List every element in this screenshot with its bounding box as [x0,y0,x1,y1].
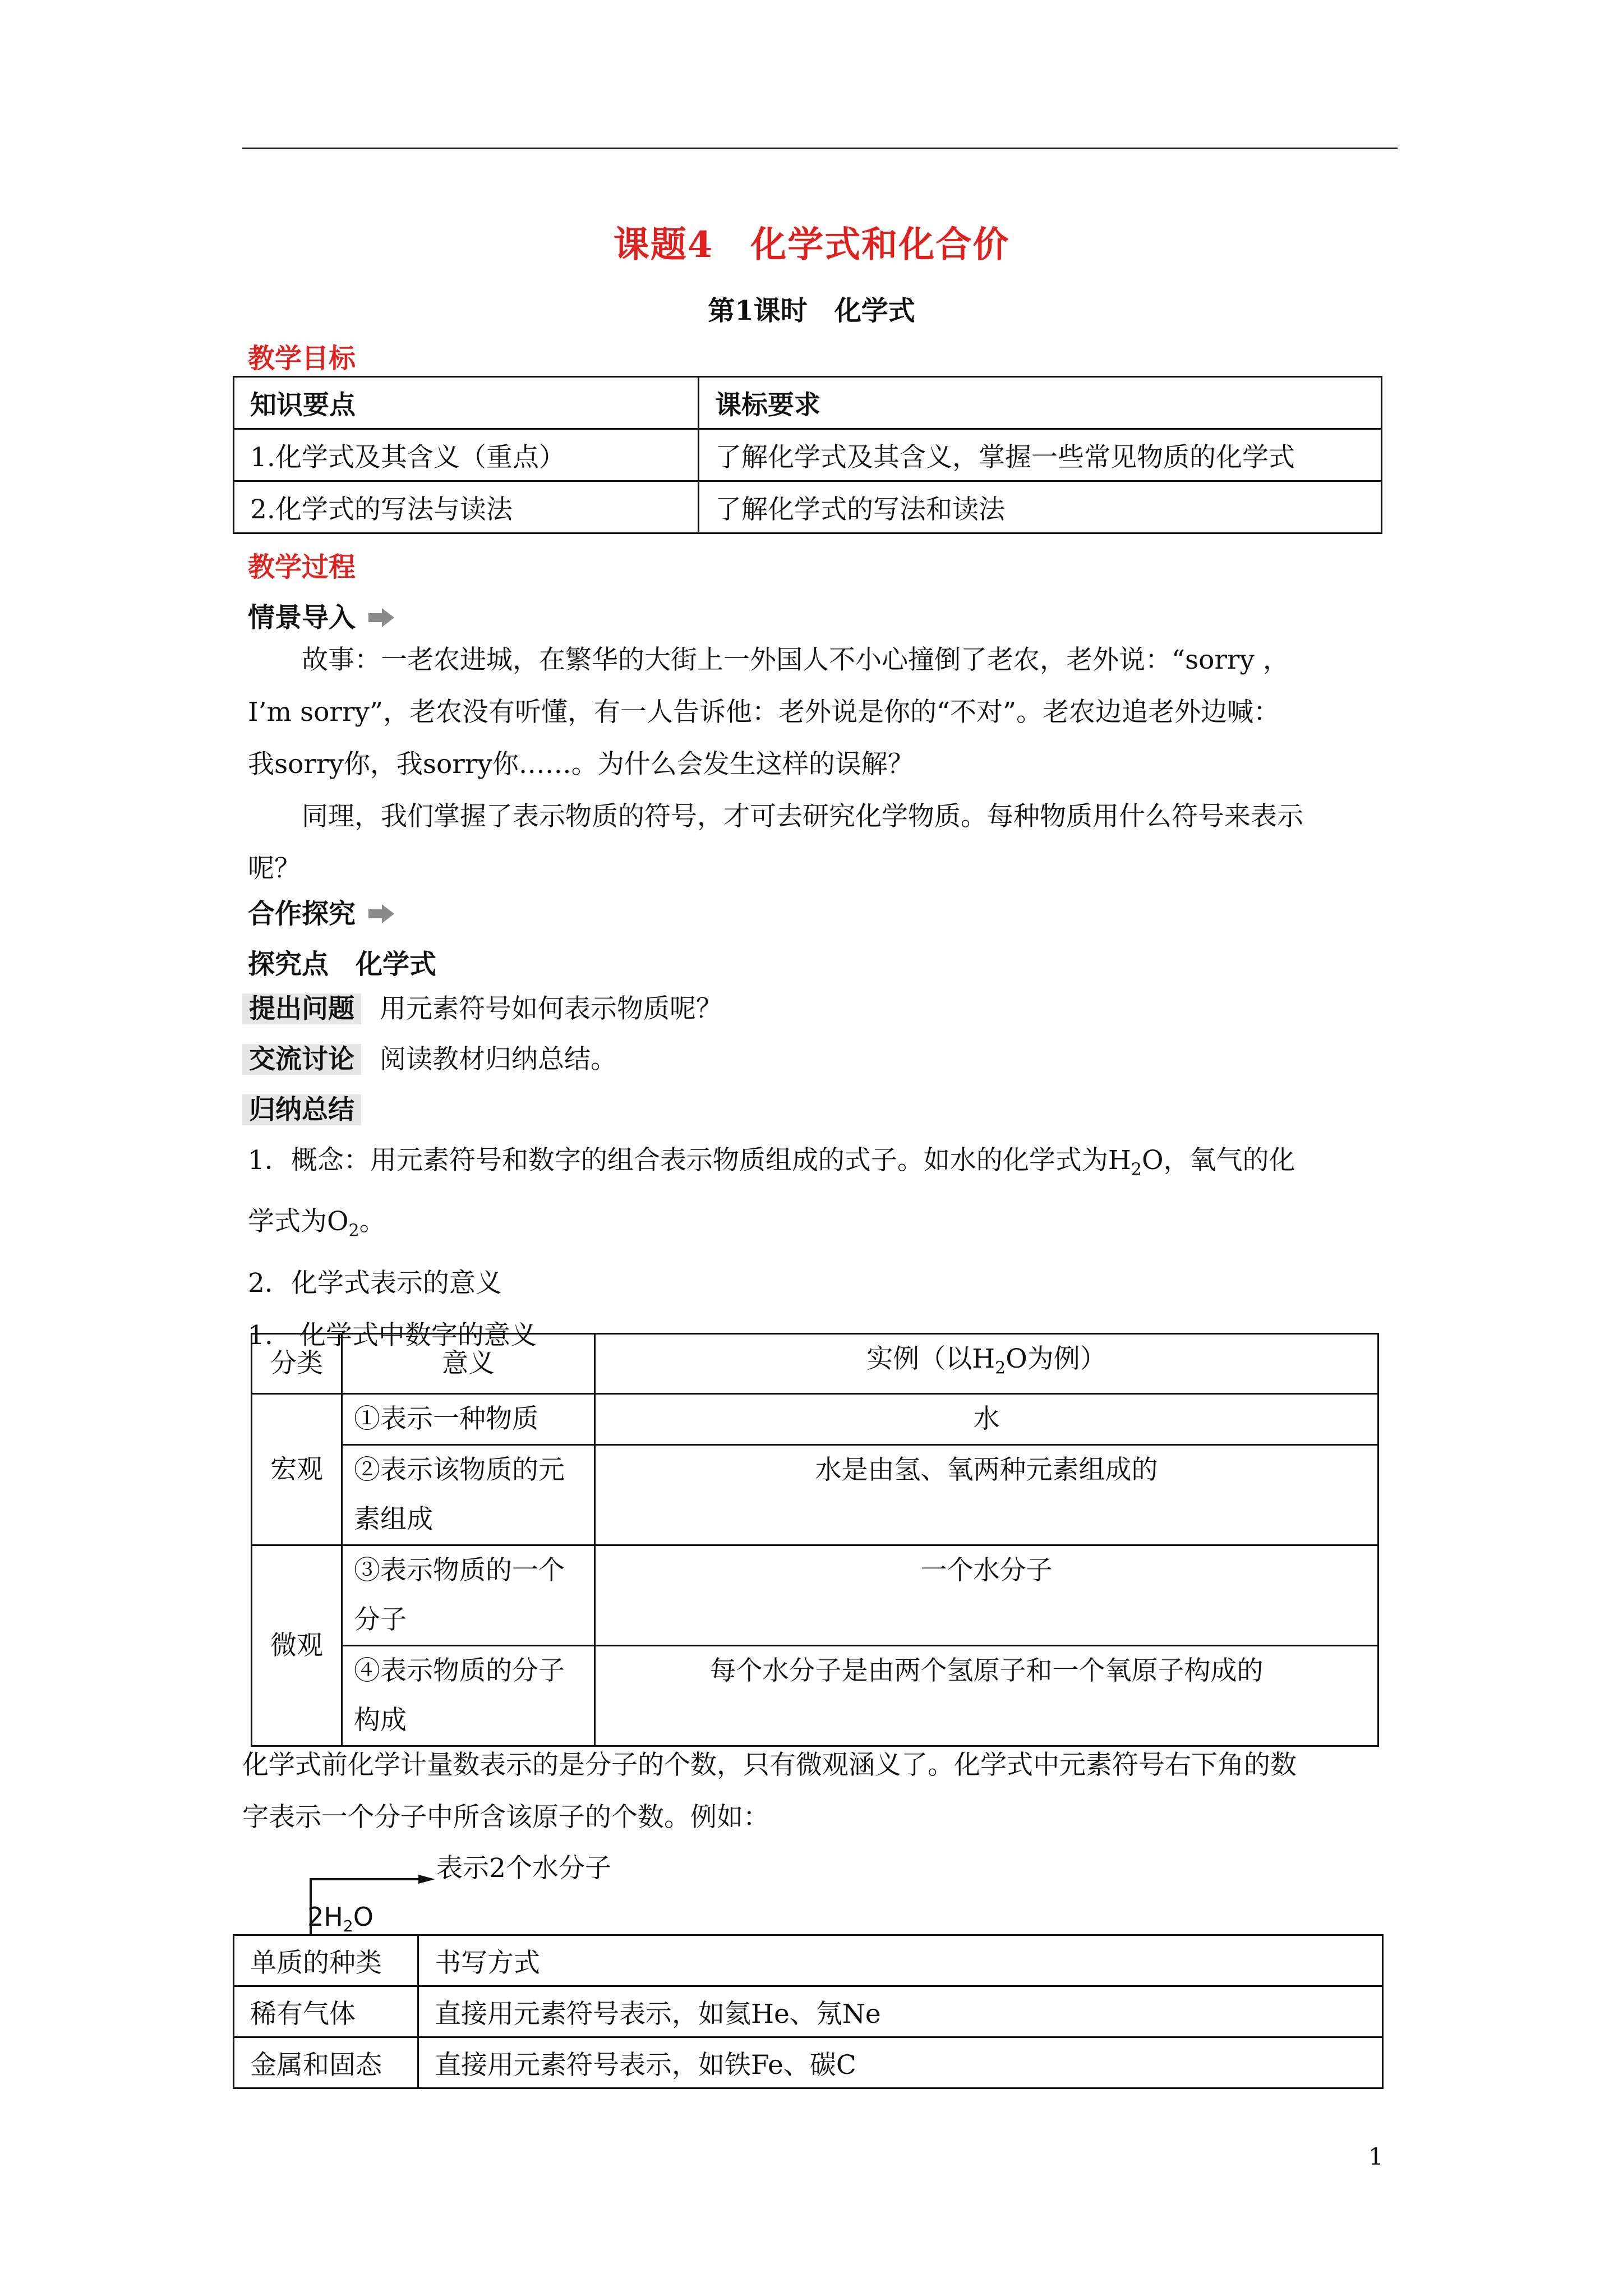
intro-heading-text: 情景导入 [248,602,356,633]
ask-line [242,983,722,1035]
formula-note: 表示2个水分子 [436,1853,611,1884]
ask-text: 用元素符号如何表示物质呢？ [379,993,722,1024]
table-cell: 了解化学式及其含义，掌握一些常见物质的化学式 [699,429,1382,481]
after-table-line: 字表示一个分子中所含该原子的个数。例如： [242,1802,769,1833]
story-paragraph [248,634,1403,895]
story-line: 故事：一老农进城，在繁华的大街上一外国人不小心撞倒了老农，老外说：“sorry ， [302,645,1289,675]
table-cell: 稀有气体 [234,1986,418,2037]
concept-text: 。 [359,1206,386,1237]
table-cell: 一个水分子 [595,1545,1378,1646]
table-cell: 直接用元素符号表示，如铁Fe、碳C [418,2037,1383,2088]
table-cell: 直接用元素符号表示，如氦He、氖Ne [418,1986,1383,2037]
discuss-line [242,1033,617,1085]
table-cell: 每个水分子是由两个氢原子和一个氧原子构成的 [595,1646,1378,1746]
category-micro: 微观 [252,1545,342,1746]
table-cell: ②表示该物质的元素组成 [342,1445,595,1545]
table-cell: 金属和固态 [234,2037,418,2088]
meaning-table [251,1333,1379,1747]
category-macro: 宏观 [252,1394,342,1545]
table-row [252,1334,1378,1394]
summary-line [242,1084,361,1136]
table-header: 知识要点 [234,377,699,429]
summary-heading: 归纳总结 [242,1094,361,1125]
concept-text: O，氧气的化 [1141,1145,1295,1176]
subscript: 2 [995,1358,1006,1378]
table-row [252,1445,1378,1545]
reason-line: 呢？ [248,853,301,884]
table-row [252,1394,1378,1445]
arrow-right-icon [367,900,395,932]
story-line: I’m sorry”，老农没有听懂，有一人告诉他：老外说是你的“不对”。老农边追老外边喊： [248,697,1280,728]
table-row [234,481,1382,533]
concept-line [248,1195,1403,1257]
table-cell: 2.化学式的写法与读法 [234,481,699,533]
page-number: 1 [1368,2143,1384,2170]
table-row [234,429,1382,481]
lesson-title: 课题4 化学式和化合价 [613,224,1010,266]
concept-text: 学式为O [248,1206,349,1237]
table-header [595,1334,1378,1394]
after-table-paragraph [242,1739,1403,1843]
subscript: 2 [1131,1159,1142,1180]
header-text: O为例） [1006,1343,1106,1374]
table-header: 课标要求 [699,377,1382,429]
after-table-line: 化学式前化学计量数表示的是分子的个数，只有微观涵义了。化学式中元素符号右下角的数 [242,1750,1297,1780]
lesson-subtitle: 第1课时 化学式 [708,295,915,326]
concept-text: 1．概念：用元素符号和数字的组合表示物质组成的式子。如水的化学式为H [248,1145,1131,1176]
ask-label: 提出问题 [242,993,361,1024]
header-text: 实例（以H [866,1343,995,1374]
table-row [234,1935,1383,1986]
process-heading: 教学过程 [248,551,356,583]
coop-heading-text: 合作探究 [248,898,356,930]
table-header: 单质的种类 [234,1935,418,1986]
arrow-right-icon [367,604,395,636]
table-row [252,1545,1378,1646]
coop-heading [248,892,395,932]
table-header: 分类 [252,1334,342,1394]
concept-paragraph [248,1134,1403,1361]
objectives-heading: 教学目标 [248,343,356,374]
table-cell: ①表示一种物质 [342,1394,595,1445]
concept-line [248,1134,1403,1195]
subscript: 2 [348,1221,359,1241]
formula [307,1902,374,1935]
objectives-table [233,376,1382,534]
element-table [233,1934,1384,2089]
header-rule [242,148,1398,149]
table-cell: 1.化学式及其含义（重点） [234,429,699,481]
formula-text: 2H [307,1902,343,1932]
discuss-label: 交流讨论 [242,1044,361,1075]
intro-heading [248,596,395,636]
table-cell: ④表示物质的分子构成 [342,1646,595,1746]
table-row [234,2037,1383,2088]
meaning-title: 2．化学式表示的意义 [248,1267,502,1299]
subscript: 2 [343,1917,353,1936]
discuss-text: 阅读教材归纳总结。 [379,1044,617,1075]
formula-text: O [353,1902,374,1932]
table-row [234,377,1382,429]
table-cell: 了解化学式的写法和读法 [699,481,1382,533]
table-row [234,1986,1383,2037]
table-cell: 水是由氢、氧两种元素组成的 [595,1445,1378,1545]
digits-title: 1. 化学式中数字的意义 [248,1319,537,1351]
reason-line: 同理，我们掌握了表示物质的符号，才可去研究化学物质。每种物质用什么符号来表示 [302,801,1303,832]
inquiry-point: 探究点 化学式 [248,949,437,980]
table-header: 意义 [342,1334,595,1394]
story-line: 我sorry你，我sorry你……。为什么会发生这样的误解？ [248,749,914,780]
table-cell: ③表示物质的一个分子 [342,1545,595,1646]
table-header: 书写方式 [418,1935,1383,1986]
table-row [252,1646,1378,1746]
table-cell: 水 [595,1394,1378,1445]
